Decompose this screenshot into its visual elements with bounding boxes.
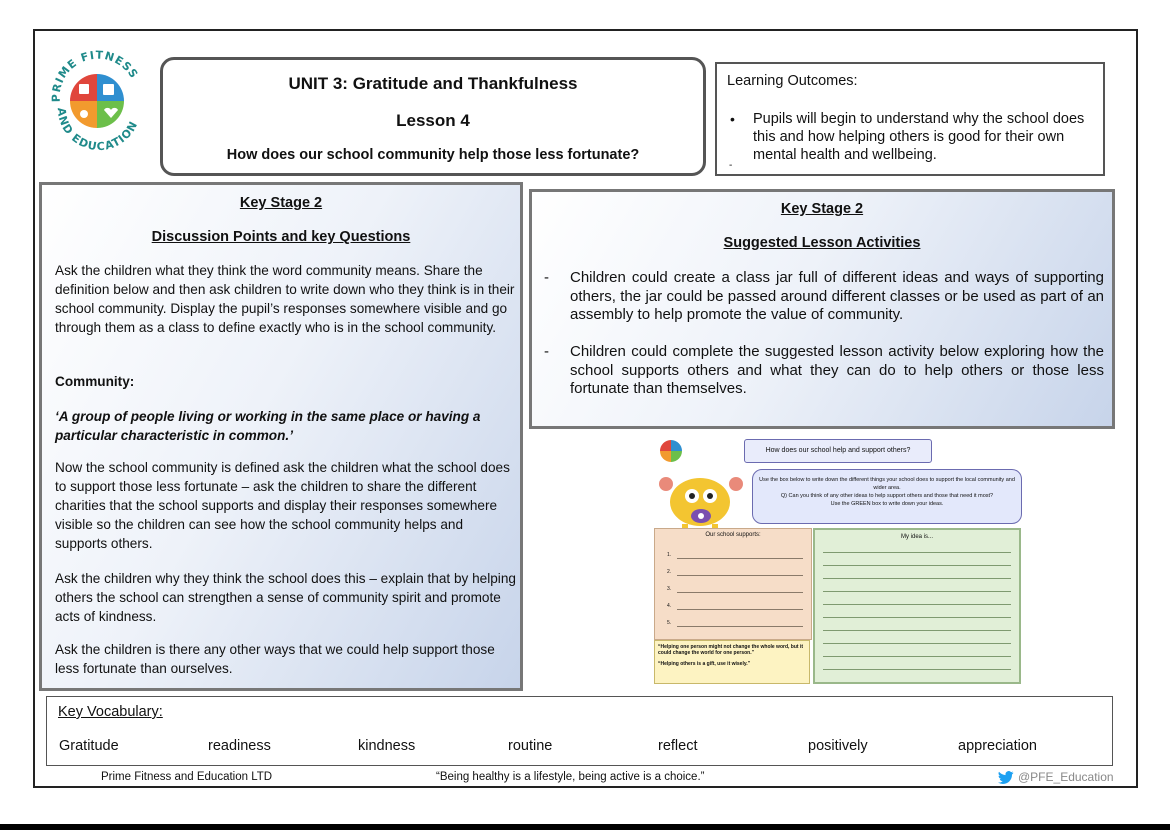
vocabulary-word: appreciation <box>958 738 1037 754</box>
worksheet-logo-icon <box>656 436 686 466</box>
instruction-line: Use the GREEN box to write down your ideas. <box>830 501 944 507</box>
discussion-paragraph-4: Ask the children is there any other ways that we could help support those less fortunate than ourselves. <box>55 642 495 676</box>
community-label: Community: <box>55 374 135 389</box>
activity-item: Children could create a class jar full of different ideas and ways of supporting others, the jar could be passed around different classes or be used as part of an assembly to help promote the value of community. <box>570 269 1104 323</box>
writing-line <box>677 626 803 627</box>
line-number: 1. <box>667 552 672 558</box>
line-number: 2. <box>667 569 672 575</box>
discussion-paragraph-3: Ask the children why they think the school does this – explain that by helping others the school can strengthen a sense of community spirit and promote acts of kindness. <box>55 571 516 624</box>
writing-line <box>823 643 1011 644</box>
writing-line <box>823 578 1011 579</box>
writing-line <box>823 630 1011 631</box>
discussion-paragraph-2: Now the school community is defined ask the children what the school does to support those less fortunate – ask the children to share the different charities that the school supports and display their responses somewhere visible so the children can see how the school community helps and supports others. <box>55 460 510 551</box>
writing-line <box>677 575 803 576</box>
worksheet-quotes <box>654 640 810 684</box>
quote-line: “Helping others is a gift, use it wisely.” <box>658 661 751 667</box>
line-number: 5. <box>667 620 672 626</box>
discussion-heading: Discussion Points and key Questions <box>151 229 411 245</box>
learning-outcomes-title: Learning Outcomes: <box>727 73 858 89</box>
activities-panel <box>529 189 1115 429</box>
activity-dash: - <box>544 343 549 360</box>
lesson-question: How does our school community help those less fortunate? <box>226 147 640 163</box>
quote-line: “Helping one person might not change the whole word, but it could change the world for one person.” <box>658 644 803 656</box>
key-stage-heading: Key Stage 2 <box>239 195 323 211</box>
writing-line <box>823 656 1011 657</box>
community-definition: ‘A group of people living or working in the same place or having a particular characteristic in common.’ <box>55 409 481 443</box>
vocabulary-word: positively <box>808 738 868 754</box>
worksheet-instructions <box>752 469 1022 524</box>
writing-line <box>823 552 1011 553</box>
bullet-icon: • <box>730 111 735 127</box>
instruction-line: Use the box below to write down the different things your school does to support the local community and wider area. <box>759 477 1015 491</box>
line-number: 3. <box>667 586 672 592</box>
writing-line <box>677 592 803 593</box>
unit-title: UNIT 3: Gratitude and Thankfulness <box>288 74 578 93</box>
twitter-handle[interactable]: @PFE_Education <box>1018 770 1114 784</box>
key-vocabulary-box <box>46 696 1113 766</box>
key-stage-heading: Key Stage 2 <box>780 201 864 217</box>
lesson-title-box <box>160 57 706 176</box>
vocabulary-word: readiness <box>208 738 271 754</box>
svg-text:AND EDUCATION: AND EDUCATION <box>54 107 141 154</box>
writing-line <box>823 604 1011 605</box>
vocabulary-title: Key Vocabulary: <box>58 704 163 720</box>
activities-heading: Suggested Lesson Activities <box>723 235 921 251</box>
writing-line <box>677 609 803 610</box>
lesson-number: Lesson 4 <box>396 111 470 130</box>
activity-item: Children could complete the suggested lesson activity below exploring how the school supports others and what they can do to help others or those less fortunate than themselves. <box>570 343 1104 397</box>
idea-title: My idea is... <box>900 534 933 540</box>
writing-line <box>823 617 1011 618</box>
trailing-dash: - <box>729 160 733 171</box>
monster-mascot-icon <box>652 464 752 534</box>
vocabulary-word: routine <box>508 738 553 754</box>
twitter-bird-icon <box>998 771 1014 784</box>
discussion-paragraph-1: Ask the children what they think the word community means. Share the definition below and then ask children to write down who they think is in their school community. Display the pupil’s responses somewhere visible and go through them as a class to define exactly who is in the school community. <box>55 263 515 335</box>
footer-slogan: “Being healthy is a lifestyle, being active is a choice.” <box>436 771 705 783</box>
worksheet-preview <box>648 434 1028 688</box>
school-supports-box <box>654 528 812 640</box>
writing-line <box>823 565 1011 566</box>
writing-line <box>677 558 803 559</box>
my-idea-box <box>813 528 1021 684</box>
instruction-line: Q) Can you think of any other ideas to help support others and those that need it most? <box>780 493 994 499</box>
svg-text:PRIME FITNESS: PRIME FITNESS <box>49 48 141 103</box>
writing-line <box>823 591 1011 592</box>
footer-company: Prime Fitness and Education LTD <box>101 771 273 783</box>
worksheet-question: How does our school help and support others? <box>744 439 932 463</box>
vocabulary-word: reflect <box>658 738 698 754</box>
vocabulary-word: kindness <box>358 738 416 754</box>
learning-outcomes-box <box>715 62 1105 176</box>
discussion-panel <box>39 182 523 691</box>
prime-fitness-logo <box>44 44 148 154</box>
line-number: 4. <box>667 603 672 609</box>
vocabulary-word: Gratitude <box>59 738 119 754</box>
writing-line <box>823 669 1011 670</box>
learning-outcome-item: Pupils will begin to understand why the school does this and how helping others is good for their own mental health and wellbeing. <box>753 111 1085 163</box>
supports-title: Our school supports: <box>705 532 761 538</box>
bottom-black-bar <box>0 824 1170 830</box>
activity-dash: - <box>544 269 549 286</box>
